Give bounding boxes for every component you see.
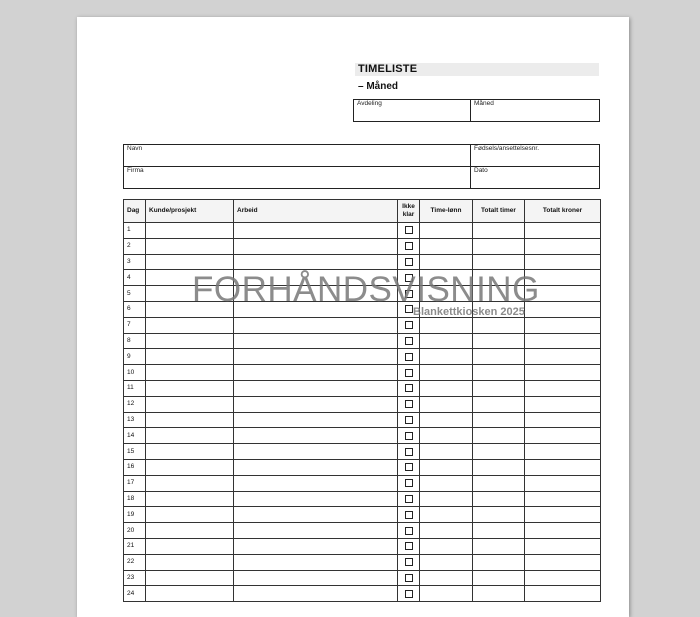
- ikke-klar-checkbox[interactable]: [405, 495, 413, 503]
- kunde-cell[interactable]: [146, 380, 234, 396]
- col-header-timelonn: Time-lønn: [420, 200, 473, 223]
- kunde-cell[interactable]: [146, 365, 234, 381]
- day-number: 4: [124, 270, 146, 286]
- arbeid-cell[interactable]: [234, 586, 398, 602]
- table-row: [124, 223, 601, 239]
- ikke-klar-cell: [398, 396, 420, 412]
- kunde-cell[interactable]: [146, 412, 234, 428]
- ikke-klar-checkbox[interactable]: [405, 337, 413, 345]
- kunde-cell[interactable]: [146, 459, 234, 475]
- ikke-klar-checkbox[interactable]: [405, 511, 413, 519]
- totalt-timer-cell[interactable]: [473, 254, 525, 270]
- totalt-timer-cell[interactable]: [473, 570, 525, 586]
- totalt-kroner-cell[interactable]: [525, 396, 601, 412]
- totalt-kroner-cell[interactable]: [525, 507, 601, 523]
- ikke-klar-cell: [398, 586, 420, 602]
- ikke-klar-cell: [398, 538, 420, 554]
- kunde-cell[interactable]: [146, 333, 234, 349]
- ikke-klar-cell: [398, 349, 420, 365]
- ikke-klar-cell: [398, 570, 420, 586]
- timelonn-cell[interactable]: [420, 349, 473, 365]
- firma-label: Firma: [127, 167, 144, 174]
- day-number: 1: [124, 223, 146, 239]
- timelonn-cell[interactable]: [420, 333, 473, 349]
- timelonn-cell[interactable]: [420, 428, 473, 444]
- kunde-cell[interactable]: [146, 554, 234, 570]
- totalt-kroner-cell[interactable]: [525, 238, 601, 254]
- day-number: 15: [124, 444, 146, 460]
- totalt-timer-cell[interactable]: [473, 538, 525, 554]
- timelonn-cell[interactable]: [420, 380, 473, 396]
- arbeid-cell[interactable]: [234, 475, 398, 491]
- table-row: [124, 570, 601, 586]
- ikke-klar-cell: [398, 554, 420, 570]
- ikke-klar-cell: [398, 365, 420, 381]
- kunde-cell[interactable]: [146, 507, 234, 523]
- timelonn-cell[interactable]: [420, 396, 473, 412]
- arbeid-cell[interactable]: [234, 238, 398, 254]
- timelonn-cell[interactable]: [420, 570, 473, 586]
- arbeid-cell[interactable]: [234, 554, 398, 570]
- table-row: [124, 507, 601, 523]
- totalt-kroner-cell[interactable]: [525, 412, 601, 428]
- totalt-kroner-cell[interactable]: [525, 570, 601, 586]
- table-row: [124, 317, 601, 333]
- totalt-kroner-cell[interactable]: [525, 380, 601, 396]
- timelonn-cell[interactable]: [420, 523, 473, 539]
- arbeid-cell[interactable]: [234, 507, 398, 523]
- day-number: 16: [124, 459, 146, 475]
- personal-info-col-divider: [470, 144, 471, 189]
- col-header-kunde: Kunde/prosjekt: [146, 200, 234, 223]
- col-header-ikke-klar: Ikke klar: [398, 200, 420, 223]
- arbeid-cell[interactable]: [234, 538, 398, 554]
- preview-watermark-sub: Blankettkiosken 2025: [413, 306, 525, 318]
- ikke-klar-cell: [398, 507, 420, 523]
- table-row: [124, 444, 601, 460]
- ikke-klar-checkbox[interactable]: [405, 258, 413, 266]
- arbeid-cell[interactable]: [234, 459, 398, 475]
- table-row: [124, 475, 601, 491]
- totalt-timer-cell[interactable]: [473, 428, 525, 444]
- totalt-timer-cell[interactable]: [473, 459, 525, 475]
- table-row: [124, 380, 601, 396]
- ikke-klar-cell: [398, 428, 420, 444]
- kunde-cell[interactable]: [146, 538, 234, 554]
- table-header-row: [124, 200, 601, 223]
- arbeid-cell[interactable]: [234, 412, 398, 428]
- arbeid-cell[interactable]: [234, 223, 398, 239]
- kunde-cell[interactable]: [146, 523, 234, 539]
- ikke-klar-cell: [398, 238, 420, 254]
- totalt-kroner-cell[interactable]: [525, 333, 601, 349]
- day-number: 17: [124, 475, 146, 491]
- totalt-kroner-cell[interactable]: [525, 554, 601, 570]
- timelonn-cell[interactable]: [420, 491, 473, 507]
- kunde-cell[interactable]: [146, 317, 234, 333]
- totalt-kroner-cell[interactable]: [525, 459, 601, 475]
- ikke-klar-checkbox[interactable]: [405, 527, 413, 535]
- kunde-cell[interactable]: [146, 586, 234, 602]
- totalt-timer-cell[interactable]: [473, 333, 525, 349]
- kunde-cell[interactable]: [146, 475, 234, 491]
- day-number: 12: [124, 396, 146, 412]
- ikke-klar-checkbox[interactable]: [405, 463, 413, 471]
- arbeid-cell[interactable]: [234, 317, 398, 333]
- arbeid-cell[interactable]: [234, 428, 398, 444]
- table-row: [124, 428, 601, 444]
- table-row: [124, 586, 601, 602]
- kunde-cell[interactable]: [146, 238, 234, 254]
- col-header-arbeid: Arbeid: [234, 200, 398, 223]
- timelonn-cell[interactable]: [420, 507, 473, 523]
- ikke-klar-checkbox[interactable]: [405, 542, 413, 550]
- day-number: 2: [124, 238, 146, 254]
- day-number: 10: [124, 365, 146, 381]
- arbeid-cell[interactable]: [234, 444, 398, 460]
- ikke-klar-cell: [398, 223, 420, 239]
- totalt-timer-cell[interactable]: [473, 380, 525, 396]
- day-number: 20: [124, 523, 146, 539]
- totalt-timer-cell[interactable]: [473, 365, 525, 381]
- timelonn-cell[interactable]: [420, 459, 473, 475]
- dato-label: Dato: [474, 167, 488, 174]
- kunde-cell[interactable]: [146, 223, 234, 239]
- totalt-timer-cell[interactable]: [473, 507, 525, 523]
- navn-label: Navn: [127, 145, 143, 152]
- ikke-klar-checkbox[interactable]: [405, 432, 413, 440]
- form-title: TIMELISTE: [358, 63, 418, 75]
- arbeid-cell[interactable]: [234, 523, 398, 539]
- table-row: [124, 254, 601, 270]
- day-number: 19: [124, 507, 146, 523]
- timelonn-cell[interactable]: [420, 365, 473, 381]
- day-number: 3: [124, 254, 146, 270]
- totalt-timer-cell[interactable]: [473, 554, 525, 570]
- table-row: [124, 365, 601, 381]
- day-number: 23: [124, 570, 146, 586]
- totalt-timer-cell[interactable]: [473, 586, 525, 602]
- totalt-kroner-cell[interactable]: [525, 491, 601, 507]
- arbeid-cell[interactable]: [234, 380, 398, 396]
- ikke-klar-checkbox[interactable]: [405, 590, 413, 598]
- day-number: 9: [124, 349, 146, 365]
- timelonn-cell[interactable]: [420, 238, 473, 254]
- kunde-cell[interactable]: [146, 444, 234, 460]
- col-header-totalt-kroner: Totalt kroner: [525, 200, 601, 223]
- ikke-klar-cell: [398, 254, 420, 270]
- totalt-timer-cell[interactable]: [473, 349, 525, 365]
- ikke-klar-cell: [398, 444, 420, 460]
- arbeid-cell[interactable]: [234, 333, 398, 349]
- totalt-kroner-cell[interactable]: [525, 317, 601, 333]
- maned-label: Måned: [474, 100, 494, 107]
- table-row: [124, 459, 601, 475]
- day-number: 22: [124, 554, 146, 570]
- totalt-timer-cell[interactable]: [473, 475, 525, 491]
- totalt-timer-cell[interactable]: [473, 491, 525, 507]
- day-number: 13: [124, 412, 146, 428]
- ikke-klar-cell: [398, 412, 420, 428]
- kunde-cell[interactable]: [146, 428, 234, 444]
- ikke-klar-cell: [398, 333, 420, 349]
- timelonn-cell[interactable]: [420, 444, 473, 460]
- col-header-totalt-timer: Totalt timer: [473, 200, 525, 223]
- table-row: [124, 554, 601, 570]
- table-row: [124, 396, 601, 412]
- totalt-kroner-cell[interactable]: [525, 428, 601, 444]
- ikke-klar-cell: [398, 491, 420, 507]
- totalt-timer-cell[interactable]: [473, 223, 525, 239]
- totalt-timer-cell[interactable]: [473, 444, 525, 460]
- department-month-divider: [470, 99, 471, 122]
- table-row: [124, 538, 601, 554]
- totalt-kroner-cell[interactable]: [525, 365, 601, 381]
- ikke-klar-cell: [398, 475, 420, 491]
- timelonn-cell[interactable]: [420, 586, 473, 602]
- document-page: [77, 17, 629, 617]
- ikke-klar-checkbox[interactable]: [405, 369, 413, 377]
- table-row: [124, 491, 601, 507]
- kunde-cell[interactable]: [146, 570, 234, 586]
- ikke-klar-checkbox[interactable]: [405, 321, 413, 329]
- table-row: [124, 333, 601, 349]
- personal-info-row-divider: [123, 166, 600, 167]
- day-number: 7: [124, 317, 146, 333]
- timelonn-cell[interactable]: [420, 475, 473, 491]
- table-row: [124, 349, 601, 365]
- arbeid-cell[interactable]: [234, 491, 398, 507]
- totalt-kroner-cell[interactable]: [525, 223, 601, 239]
- totalt-timer-cell[interactable]: [473, 317, 525, 333]
- col-header-dag: Dag: [124, 200, 146, 223]
- totalt-kroner-cell[interactable]: [525, 444, 601, 460]
- totalt-kroner-cell[interactable]: [525, 586, 601, 602]
- ikke-klar-checkbox[interactable]: [405, 574, 413, 582]
- arbeid-cell[interactable]: [234, 365, 398, 381]
- day-number: 5: [124, 286, 146, 302]
- day-number: 6: [124, 301, 146, 317]
- ikke-klar-checkbox[interactable]: [405, 242, 413, 250]
- totalt-kroner-cell[interactable]: [525, 538, 601, 554]
- timelonn-cell[interactable]: [420, 223, 473, 239]
- totalt-kroner-cell[interactable]: [525, 523, 601, 539]
- day-number: 18: [124, 491, 146, 507]
- arbeid-cell[interactable]: [234, 570, 398, 586]
- timelonn-cell[interactable]: [420, 538, 473, 554]
- arbeid-cell[interactable]: [234, 254, 398, 270]
- ikke-klar-cell: [398, 380, 420, 396]
- totalt-timer-cell[interactable]: [473, 238, 525, 254]
- ikke-klar-checkbox[interactable]: [405, 416, 413, 424]
- timelonn-cell[interactable]: [420, 254, 473, 270]
- day-number: 14: [124, 428, 146, 444]
- form-subtitle: – Måned: [358, 81, 399, 92]
- ikke-klar-checkbox[interactable]: [405, 226, 413, 234]
- day-number: 21: [124, 538, 146, 554]
- totalt-kroner-cell[interactable]: [525, 349, 601, 365]
- preview-watermark: FORHÅNDSVISNING: [192, 270, 540, 309]
- day-number: 24: [124, 586, 146, 602]
- ikke-klar-checkbox[interactable]: [405, 384, 413, 392]
- timelonn-cell[interactable]: [420, 412, 473, 428]
- ikke-klar-cell: [398, 523, 420, 539]
- kunde-cell[interactable]: [146, 349, 234, 365]
- day-number: 11: [124, 380, 146, 396]
- totalt-timer-cell[interactable]: [473, 412, 525, 428]
- totalt-kroner-cell[interactable]: [525, 475, 601, 491]
- avdeling-label: Avdeling: [357, 100, 382, 107]
- ikke-klar-checkbox[interactable]: [405, 400, 413, 408]
- ikke-klar-checkbox[interactable]: [405, 353, 413, 361]
- table-row: [124, 523, 601, 539]
- kunde-cell[interactable]: [146, 254, 234, 270]
- totalt-timer-cell[interactable]: [473, 396, 525, 412]
- day-number: 8: [124, 333, 146, 349]
- ikke-klar-checkbox[interactable]: [405, 558, 413, 566]
- kunde-cell[interactable]: [146, 396, 234, 412]
- table-row: [124, 238, 601, 254]
- timelonn-cell[interactable]: [420, 554, 473, 570]
- ikke-klar-checkbox[interactable]: [405, 448, 413, 456]
- arbeid-cell[interactable]: [234, 396, 398, 412]
- ikke-klar-cell: [398, 317, 420, 333]
- timesheet-table: [123, 199, 601, 602]
- ikke-klar-cell: [398, 459, 420, 475]
- table-row: [124, 412, 601, 428]
- timelonn-cell[interactable]: [420, 317, 473, 333]
- totalt-timer-cell[interactable]: [473, 523, 525, 539]
- totalt-kroner-cell[interactable]: [525, 254, 601, 270]
- kunde-cell[interactable]: [146, 491, 234, 507]
- fodsels-label: Fødsels/ansettelsesnr.: [474, 145, 540, 152]
- arbeid-cell[interactable]: [234, 349, 398, 365]
- ikke-klar-checkbox[interactable]: [405, 479, 413, 487]
